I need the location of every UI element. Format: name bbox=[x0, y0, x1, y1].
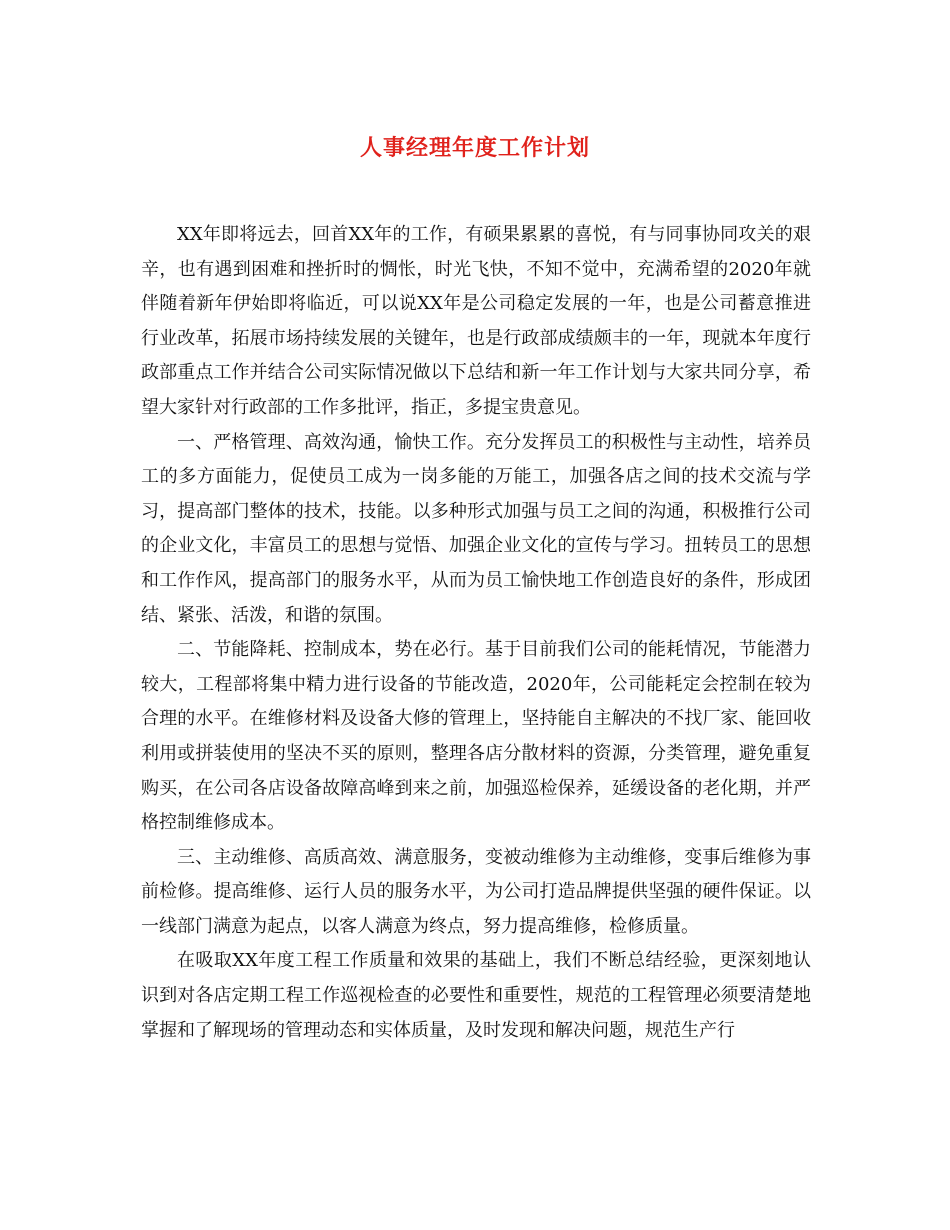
document-body bbox=[141, 218, 811, 1048]
paragraph-section-3: 三、主动维修、高质高效、满意服务，变被动维修为主动维修，变事后维修为事前检修。提高维修、运行人员的服务水平，为公司打造品牌提供坚强的硬件保证。以一线部门满意为起点，以客人满意为终点，努力提高维修，检修质量。 bbox=[141, 846, 811, 937]
paragraph-section-1: 一、严格管理、高效沟通，愉快工作。充分发挥员工的积极性与主动性，培养员工的多方面能力，促使员工成为一岗多能的万能工，加强各店之间的技术交流与学习，提高部门整体的技术，技能。以多种形式加强与员工之间的沟通，积极推行公司的企业文化，丰富员工的思想与觉悟、加强企业文化的宣传与学习。扭转员工的思想和工作作风，提高部门的服务水平，从而为员工愉快地工作创造良好的条件，形成团结、紧张、活泼，和谐的氛围。 bbox=[141, 431, 811, 626]
paragraph-summary: 在吸取XX年度工程工作质量和效果的基础上，我们不断总结经验，更深刻地认识到对各店定期工程工作巡视检查的必要性和重要性，规范的工程管理必须要清楚地掌握和了解现场的管理动态和实体质量，及时发现和解决问题，规范生产行 bbox=[141, 950, 811, 1041]
paragraph-section-2: 二、节能降耗、控制成本，势在必行。基于目前我们公司的能耗情况，节能潜力较大，工程部将集中精力进行设备的节能改造，2020年，公司能耗定会控制在较为合理的水平。在维修材料及设备大修的管理上，坚持能自主解决的不找厂家、能回收利用或拼装使用的坚决不买的原则，整理各店分散材料的资源，分类管理，避免重复购买，在公司各店设备故障高峰到来之前，加强巡检保养，延缓设备的老化期，并严格控制维修成本。 bbox=[141, 639, 811, 834]
document-title: 人事经理年度工作计划 bbox=[359, 135, 590, 161]
paragraph-intro: XX年即将远去，回首XX年的工作，有硕果累累的喜悦，有与同事协同攻关的艰辛，也有遇到困难和挫折时的惆怅，时光飞快，不知不觉中，充满希望的2020年就伴随着新年伊始即将临近，可以说XX年是公司稳定发展的一年，也是公司蓄意推进行业改革，拓展市场持续发展的关键年，也是行政部成绩颇丰的一年，现就本年度行政部重点工作并结合公司实际情况做以下总结和新一年工作计划与大家共同分享，希望大家针对行政部的工作多批评，指正，多提宝贵意见。 bbox=[141, 224, 811, 418]
